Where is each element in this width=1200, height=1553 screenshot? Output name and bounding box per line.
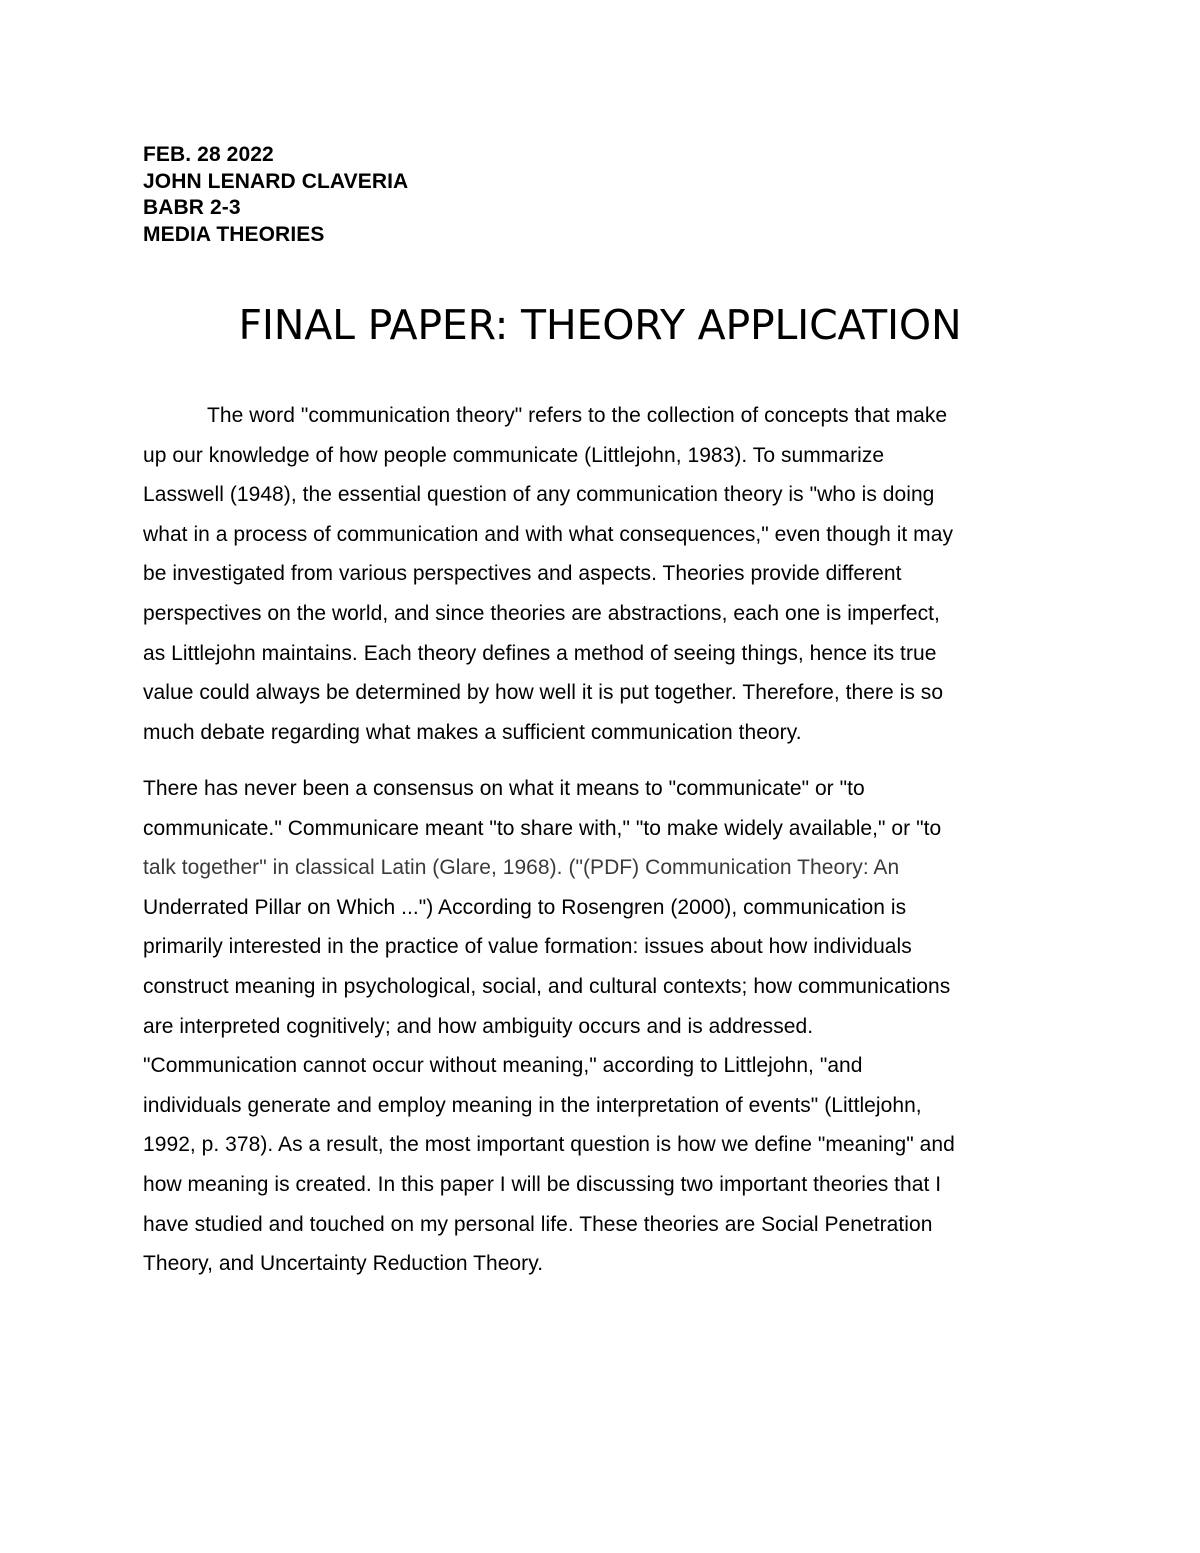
paragraph-line: be investigated from various perspectives and aspects. Theories provide different	[143, 562, 902, 586]
paragraph-intro	[143, 396, 1058, 752]
document-title: FINAL PAPER: THEORY APPLICATION	[238, 301, 962, 349]
paragraph-line: have studied and touched on my personal life. These theories are Social Penetration	[143, 1212, 933, 1236]
paragraph-line: Lasswell (1948), the essential question of any communication theory is "who is doing	[143, 483, 935, 507]
header-author: JOHN LENARD CLAVERIA	[143, 169, 409, 193]
paragraph-line: up our knowledge of how people communicate (Littlejohn, 1983). To summarize	[143, 443, 885, 467]
header-date: FEB. 28 2022	[143, 143, 274, 166]
paragraph-line: Underrated Pillar on Which ...") According to Rosengren (2000), communication is	[143, 895, 907, 919]
paragraph-line: perspectives on the world, and since theories are abstractions, each one is imperfect,	[143, 601, 940, 625]
paragraph-line: value could always be determined by how well it is put together. Therefore, there is so	[143, 681, 944, 705]
paragraph-line: are interpreted cognitively; and how ambiguity occurs and is addressed.	[143, 1014, 814, 1038]
paragraph-line: "Communication cannot occur without meaning," according to Littlejohn, "and	[143, 1054, 863, 1078]
paragraph-line: individuals generate and employ meaning in the interpretation of events" (Littlejohn,	[143, 1093, 922, 1117]
paragraph-line: Theory, and Uncertainty Reduction Theory.	[143, 1252, 544, 1276]
paragraph-line: primarily interested in the practice of value formation: issues about how individuals	[143, 935, 912, 959]
paragraph-definition	[143, 769, 1058, 1284]
paragraph-line: as Littlejohn maintains. Each theory defines a method of seeing things, hence its true	[143, 641, 937, 665]
paragraph-line: There has never been a consensus on what it means to "communicate" or "to	[143, 777, 865, 800]
paragraph-line: what in a process of communication and with what consequences," even though it may	[143, 522, 954, 546]
paragraph-line: 1992, p. 378). As a result, the most important question is how we define "meaning" and	[143, 1133, 955, 1157]
paragraph-line: much debate regarding what makes a sufficient communication theory.	[143, 720, 802, 744]
header-section: BABR 2-3	[143, 196, 241, 219]
paragraph-line: construct meaning in psychological, social, and cultural contexts; how communications	[143, 974, 951, 998]
paragraph-line: talk together" in classical Latin (Glare, 1968). ("(PDF) Communication Theory: An	[143, 856, 900, 880]
paragraph-line: how meaning is created. In this paper I will be discussing two important theories that I	[143, 1172, 942, 1196]
header-course: MEDIA THEORIES	[143, 222, 325, 246]
paragraph-line: The word "communication theory" refers to the collection of concepts that make	[207, 404, 948, 427]
paragraph-line: communicate." Communicare meant "to share with," "to make widely available," or "to	[143, 816, 942, 840]
document-header	[143, 142, 843, 248]
